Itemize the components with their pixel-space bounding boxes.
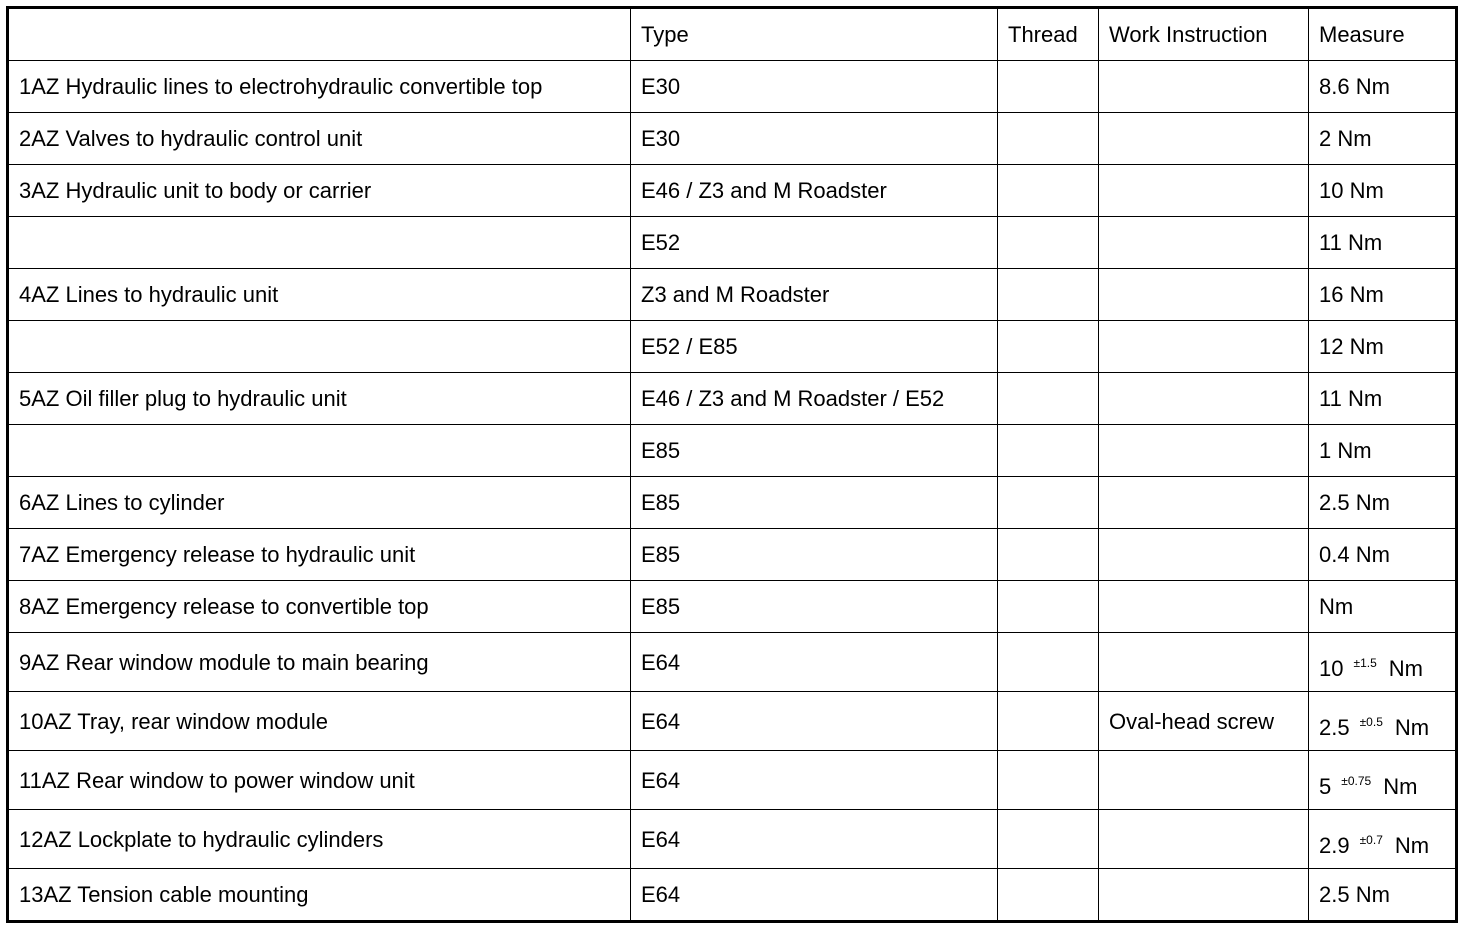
table-row <box>8 810 1457 869</box>
type-cell: E52 <box>631 217 998 269</box>
measure-cell <box>1309 477 1457 529</box>
description-cell: 11AZ Rear window to power window unit <box>8 751 631 810</box>
thread-cell <box>998 165 1099 217</box>
type-cell: E85 <box>631 425 998 477</box>
measure-value: 2.5 Nm <box>1319 882 1390 908</box>
measure-value: 0.4 Nm <box>1319 542 1390 568</box>
table-row <box>8 869 1457 922</box>
table-row <box>8 692 1457 751</box>
measure-value: 10 Nm <box>1319 178 1384 204</box>
description-cell <box>8 321 631 373</box>
measure-value: 5 <box>1319 774 1332 800</box>
measure-cell <box>1309 810 1457 869</box>
measure-tolerance: ±0.7 <box>1359 832 1383 847</box>
work-instruction-cell <box>1099 869 1309 922</box>
type-cell: E64 <box>631 810 998 869</box>
table-body <box>8 8 1457 922</box>
measure-value: 11 Nm <box>1319 230 1383 256</box>
work-instruction-cell <box>1099 477 1309 529</box>
work-instruction-cell <box>1099 529 1309 581</box>
table-row <box>8 751 1457 810</box>
work-instruction-cell <box>1099 581 1309 633</box>
type-cell: E85 <box>631 581 998 633</box>
type-cell: E64 <box>631 692 998 751</box>
header-measure: Measure <box>1309 8 1457 61</box>
table-row <box>8 633 1457 692</box>
thread-cell <box>998 810 1099 869</box>
type-cell: E30 <box>631 61 998 113</box>
table-row <box>8 217 1457 269</box>
work-instruction-cell <box>1099 633 1309 692</box>
measure-cell <box>1309 113 1457 165</box>
thread-cell <box>998 477 1099 529</box>
type-cell: E64 <box>631 633 998 692</box>
measure-value: Nm <box>1319 594 1354 620</box>
work-instruction-cell <box>1099 810 1309 869</box>
measure-value: 2.9 <box>1319 833 1350 859</box>
table-row <box>8 529 1457 581</box>
description-cell: 8AZ Emergency release to convertible top <box>8 581 631 633</box>
header-thread: Thread <box>998 8 1099 61</box>
thread-cell <box>998 751 1099 810</box>
measure-cell <box>1309 692 1457 751</box>
thread-cell <box>998 373 1099 425</box>
type-cell: E52 / E85 <box>631 321 998 373</box>
thread-cell <box>998 633 1099 692</box>
type-cell: E64 <box>631 751 998 810</box>
measure-unit: Nm <box>1394 715 1430 741</box>
description-cell: 6AZ Lines to cylinder <box>8 477 631 529</box>
measure-value: 11 Nm <box>1319 386 1383 412</box>
type-cell: Z3 and M Roadster <box>631 269 998 321</box>
table-row <box>8 61 1457 113</box>
work-instruction-cell <box>1099 113 1309 165</box>
type-cell: E30 <box>631 113 998 165</box>
description-cell: 12AZ Lockplate to hydraulic cylinders <box>8 810 631 869</box>
description-cell <box>8 217 631 269</box>
measure-cell <box>1309 373 1457 425</box>
thread-cell <box>998 869 1099 922</box>
description-cell: 2AZ Valves to hydraulic control unit <box>8 113 631 165</box>
measure-tolerance: ±0.5 <box>1359 714 1383 729</box>
measure-value: 16 Nm <box>1319 282 1384 308</box>
work-instruction-cell <box>1099 373 1309 425</box>
thread-cell <box>998 269 1099 321</box>
thread-cell <box>998 217 1099 269</box>
table-row <box>8 477 1457 529</box>
measure-cell <box>1309 869 1457 922</box>
measure-cell <box>1309 633 1457 692</box>
table-row <box>8 113 1457 165</box>
measure-cell <box>1309 217 1457 269</box>
header-description <box>8 8 631 61</box>
thread-cell <box>998 61 1099 113</box>
type-cell: E64 <box>631 869 998 922</box>
header-type: Type <box>631 8 998 61</box>
thread-cell <box>998 692 1099 751</box>
work-instruction-cell <box>1099 425 1309 477</box>
work-instruction-cell <box>1099 165 1309 217</box>
measure-value: 2.5 <box>1319 715 1350 741</box>
table-row <box>8 581 1457 633</box>
torque-spec-table <box>6 6 1458 923</box>
work-instruction-cell <box>1099 269 1309 321</box>
thread-cell <box>998 529 1099 581</box>
type-cell: E85 <box>631 529 998 581</box>
measure-cell <box>1309 751 1457 810</box>
measure-value: 2.5 Nm <box>1319 490 1390 516</box>
measure-cell <box>1309 529 1457 581</box>
measure-tolerance: ±1.5 <box>1353 655 1377 670</box>
measure-cell <box>1309 61 1457 113</box>
work-instruction-cell <box>1099 61 1309 113</box>
measure-tolerance: ±0.75 <box>1341 773 1372 788</box>
header-work-instruction: Work Instruction <box>1099 8 1309 61</box>
description-cell <box>8 425 631 477</box>
table-row <box>8 165 1457 217</box>
measure-value: 8.6 Nm <box>1319 74 1390 100</box>
measure-cell <box>1309 581 1457 633</box>
description-cell: 5AZ Oil filler plug to hydraulic unit <box>8 373 631 425</box>
description-cell: 9AZ Rear window module to main bearing <box>8 633 631 692</box>
work-instruction-cell <box>1099 751 1309 810</box>
description-cell: 1AZ Hydraulic lines to electrohydraulic convertible top <box>8 61 631 113</box>
description-cell: 13AZ Tension cable mounting <box>8 869 631 922</box>
work-instruction-cell <box>1099 321 1309 373</box>
measure-value: 10 <box>1319 656 1344 682</box>
measure-cell <box>1309 321 1457 373</box>
measure-cell <box>1309 165 1457 217</box>
measure-value: 12 Nm <box>1319 334 1384 360</box>
description-cell: 3AZ Hydraulic unit to body or carrier <box>8 165 631 217</box>
measure-unit: Nm <box>1383 774 1418 800</box>
type-cell: E85 <box>631 477 998 529</box>
measure-value: 2 Nm <box>1319 126 1372 152</box>
thread-cell <box>998 581 1099 633</box>
header-row <box>8 8 1457 61</box>
measure-unit: Nm <box>1394 833 1430 859</box>
table-row <box>8 425 1457 477</box>
thread-cell <box>998 425 1099 477</box>
type-cell: E46 / Z3 and M Roadster / E52 <box>631 373 998 425</box>
description-cell: 7AZ Emergency release to hydraulic unit <box>8 529 631 581</box>
description-cell: 10AZ Tray, rear window module <box>8 692 631 751</box>
thread-cell <box>998 321 1099 373</box>
measure-cell <box>1309 425 1457 477</box>
description-cell: 4AZ Lines to hydraulic unit <box>8 269 631 321</box>
thread-cell <box>998 113 1099 165</box>
work-instruction-cell: Oval-head screw <box>1099 692 1309 751</box>
type-cell: E46 / Z3 and M Roadster <box>631 165 998 217</box>
measure-value: 1 Nm <box>1319 438 1372 464</box>
work-instruction-cell <box>1099 217 1309 269</box>
measure-unit: Nm <box>1388 656 1423 682</box>
measure-cell <box>1309 269 1457 321</box>
table-row <box>8 321 1457 373</box>
table-row <box>8 269 1457 321</box>
table-row <box>8 373 1457 425</box>
